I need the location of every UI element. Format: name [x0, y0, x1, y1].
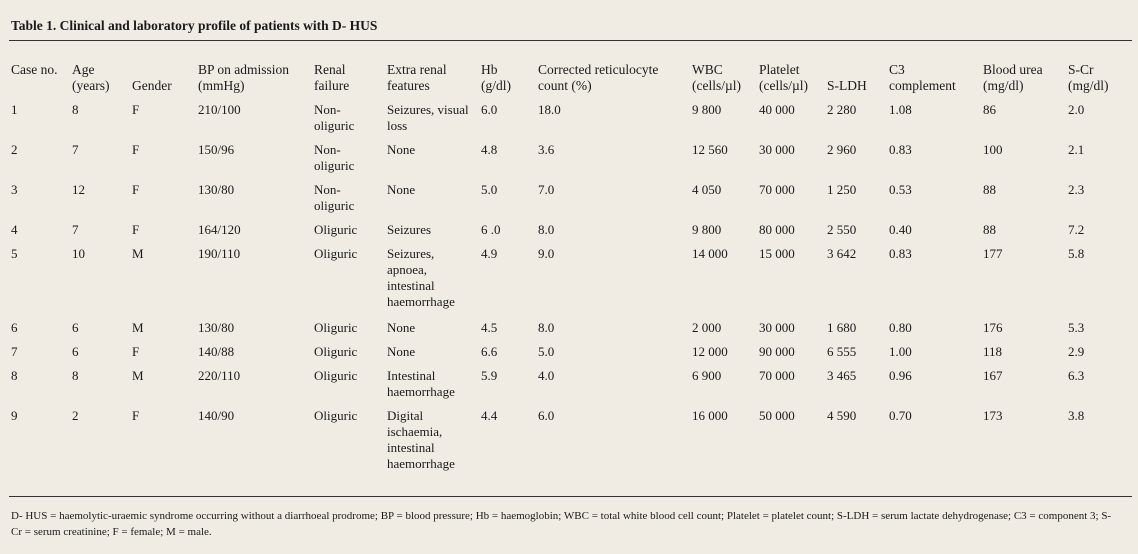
cell-gender: F: [132, 102, 140, 117]
cell-renal-failure: Oliguric: [314, 246, 358, 261]
cell-case-no: 5: [11, 246, 18, 261]
cell-s-ldh: 2 960: [827, 142, 857, 157]
cell-reticulocyte: 7.0: [538, 182, 555, 197]
cell-renal-failure: Oliguric: [314, 368, 358, 383]
cell-c3: 0.70: [889, 408, 912, 423]
cell-reticulocyte: 6.0: [538, 408, 555, 423]
cell-c3: 0.96: [889, 368, 912, 383]
cell-age: 12: [72, 182, 85, 197]
cell-c3: 1.08: [889, 102, 912, 117]
cell-gender: M: [132, 246, 144, 261]
cell-case-no: 3: [11, 182, 18, 197]
cell-reticulocyte: 8.0: [538, 320, 555, 335]
cell-wbc: 14 000: [692, 246, 728, 261]
cell-bp: 190/110: [198, 246, 241, 261]
cell-reticulocyte: 4.0: [538, 368, 555, 383]
cell-hb: 4.4: [481, 408, 498, 423]
cell-wbc: 12 560: [692, 142, 728, 157]
cell-c3: 0.80: [889, 320, 912, 335]
cell-s-cr: 2.3: [1068, 182, 1085, 197]
cell-wbc: 4 050: [692, 182, 722, 197]
cell-s-ldh: 4 590: [827, 408, 857, 423]
cell-reticulocyte: 18.0: [538, 102, 561, 117]
cell-extra-renal: Seizures: [387, 222, 432, 237]
cell-age: 10: [72, 246, 85, 261]
bottom-rule: [9, 496, 1132, 497]
cell-age: 6: [72, 344, 79, 359]
cell-s-ldh: 1 680: [827, 320, 857, 335]
cell-extra-renal: Seizures, visual loss: [387, 102, 469, 133]
header-renal-failure: Renal failure: [314, 62, 350, 93]
cell-gender: F: [132, 344, 140, 359]
cell-extra-renal: Seizures, apnoea, intestinal haemorrhage: [387, 246, 455, 309]
cell-wbc: 6 900: [692, 368, 722, 383]
header-c3: C3 complement: [889, 62, 956, 93]
cell-gender: F: [132, 142, 140, 157]
cell-case-no: 7: [11, 344, 18, 359]
cell-gender: M: [132, 320, 144, 335]
cell-platelet: 40 000: [759, 102, 795, 117]
header-bp: BP on admission (mmHg): [198, 62, 290, 93]
cell-case-no: 6: [11, 320, 18, 335]
cell-extra-renal: Digital ischaemia, intestinal haemorrhage: [387, 408, 455, 471]
cell-s-cr: 2.9: [1068, 344, 1085, 359]
cell-hb: 5.0: [481, 182, 498, 197]
header-case-no: Case no.: [11, 62, 58, 77]
cell-reticulocyte: 9.0: [538, 246, 555, 261]
cell-s-ldh: 1 250: [827, 182, 857, 197]
cell-hb: 4.9: [481, 246, 498, 261]
cell-renal-failure: Oliguric: [314, 408, 358, 423]
cell-platelet: 90 000: [759, 344, 795, 359]
header-gender: Gender: [132, 78, 172, 93]
cell-s-ldh: 3 465: [827, 368, 857, 383]
header-wbc: WBC (cells/µl): [692, 62, 742, 93]
header-extra-renal: Extra renal features: [387, 62, 447, 93]
cell-s-cr: 2.0: [1068, 102, 1085, 117]
cell-bp: 164/120: [198, 222, 241, 237]
cell-platelet: 80 000: [759, 222, 795, 237]
cell-c3: 0.40: [889, 222, 912, 237]
cell-s-ldh: 2 280: [827, 102, 857, 117]
cell-s-cr: 5.8: [1068, 246, 1085, 261]
cell-renal-failure: Non-oliguric: [314, 182, 355, 213]
cell-blood-urea: 88: [983, 182, 996, 197]
cell-bp: 130/80: [198, 320, 235, 335]
cell-age: 6: [72, 320, 79, 335]
cell-platelet: 30 000: [759, 320, 795, 335]
cell-s-ldh: 6 555: [827, 344, 857, 359]
cell-platelet: 70 000: [759, 182, 795, 197]
cell-c3: 0.83: [889, 142, 912, 157]
cell-c3: 1.00: [889, 344, 912, 359]
cell-gender: F: [132, 182, 140, 197]
cell-extra-renal: None: [387, 142, 416, 157]
cell-blood-urea: 177: [983, 246, 1003, 261]
top-rule: [9, 40, 1132, 41]
cell-bp: 210/100: [198, 102, 241, 117]
header-age: Age (years): [72, 62, 110, 93]
cell-age: 7: [72, 222, 79, 237]
cell-platelet: 30 000: [759, 142, 795, 157]
cell-renal-failure: Oliguric: [314, 344, 358, 359]
header-hb: Hb (g/dl): [481, 62, 511, 93]
cell-age: 7: [72, 142, 79, 157]
cell-gender: F: [132, 222, 140, 237]
cell-wbc: 9 800: [692, 102, 722, 117]
cell-age: 2: [72, 408, 79, 423]
cell-wbc: 12 000: [692, 344, 728, 359]
cell-hb: 6.0: [481, 102, 498, 117]
cell-renal-failure: Non-oliguric: [314, 102, 355, 133]
header-s-cr: S-Cr (mg/dl): [1068, 62, 1109, 93]
cell-hb: 6.6: [481, 344, 498, 359]
cell-case-no: 1: [11, 102, 18, 117]
cell-case-no: 9: [11, 408, 18, 423]
cell-extra-renal: Intestinal haemorrhage: [387, 368, 455, 399]
cell-hb: 4.5: [481, 320, 498, 335]
cell-blood-urea: 118: [983, 344, 1003, 359]
cell-blood-urea: 86: [983, 102, 996, 117]
cell-reticulocyte: 5.0: [538, 344, 555, 359]
header-blood-urea: Blood urea (mg/dl): [983, 62, 1043, 93]
cell-case-no: 4: [11, 222, 18, 237]
cell-hb: 5.9: [481, 368, 498, 383]
cell-blood-urea: 100: [983, 142, 1003, 157]
cell-case-no: 8: [11, 368, 18, 383]
cell-age: 8: [72, 368, 79, 383]
cell-bp: 150/96: [198, 142, 235, 157]
footnote: D- HUS = haemolytic-uraemic syndrome occurring without a diarrhoeal prodrome; BP = blood pressure; Hb = haemoglobin; WBC = total white blood cell count; Platelet = platelet count; S-LDH = serum lactate dehydrogenase; C3 = component 3; S-Cr = serum creatinine; F = female; M = male.: [11, 510, 1112, 538]
cell-s-cr: 3.8: [1068, 408, 1085, 423]
cell-hb: 4.8: [481, 142, 498, 157]
cell-bp: 220/110: [198, 368, 241, 383]
cell-age: 8: [72, 102, 79, 117]
cell-wbc: 2 000: [692, 320, 722, 335]
cell-bp: 130/80: [198, 182, 235, 197]
cell-extra-renal: None: [387, 344, 416, 359]
cell-renal-failure: Non-oliguric: [314, 142, 355, 173]
cell-s-cr: 2.1: [1068, 142, 1085, 157]
header-s-ldh: S-LDH: [827, 78, 867, 93]
cell-reticulocyte: 8.0: [538, 222, 555, 237]
cell-wbc: 9 800: [692, 222, 722, 237]
cell-extra-renal: None: [387, 320, 416, 335]
cell-blood-urea: 88: [983, 222, 996, 237]
cell-gender: F: [132, 408, 140, 423]
cell-reticulocyte: 3.6: [538, 142, 555, 157]
cell-s-cr: 7.2: [1068, 222, 1085, 237]
cell-c3: 0.53: [889, 182, 912, 197]
table-caption: Table 1. Clinical and laboratory profile of patients with D- HUS: [11, 18, 378, 33]
cell-gender: M: [132, 368, 144, 383]
header-reticulocyte: Corrected reticulocyte count (%): [538, 62, 659, 93]
cell-c3: 0.83: [889, 246, 912, 261]
cell-blood-urea: 173: [983, 408, 1003, 423]
cell-wbc: 16 000: [692, 408, 728, 423]
cell-blood-urea: 167: [983, 368, 1003, 383]
cell-s-ldh: 2 550: [827, 222, 857, 237]
cell-s-cr: 6.3: [1068, 368, 1085, 383]
cell-s-cr: 5.3: [1068, 320, 1085, 335]
cell-renal-failure: Oliguric: [314, 320, 358, 335]
cell-bp: 140/88: [198, 344, 235, 359]
cell-extra-renal: None: [387, 182, 416, 197]
cell-platelet: 50 000: [759, 408, 795, 423]
cell-case-no: 2: [11, 142, 18, 157]
cell-s-ldh: 3 642: [827, 246, 857, 261]
cell-bp: 140/90: [198, 408, 235, 423]
header-platelet: Platelet (cells/µl): [759, 62, 809, 93]
cell-renal-failure: Oliguric: [314, 222, 358, 237]
cell-blood-urea: 176: [983, 320, 1003, 335]
cell-hb: 6 .0: [481, 222, 501, 237]
cell-platelet: 15 000: [759, 246, 795, 261]
cell-platelet: 70 000: [759, 368, 795, 383]
